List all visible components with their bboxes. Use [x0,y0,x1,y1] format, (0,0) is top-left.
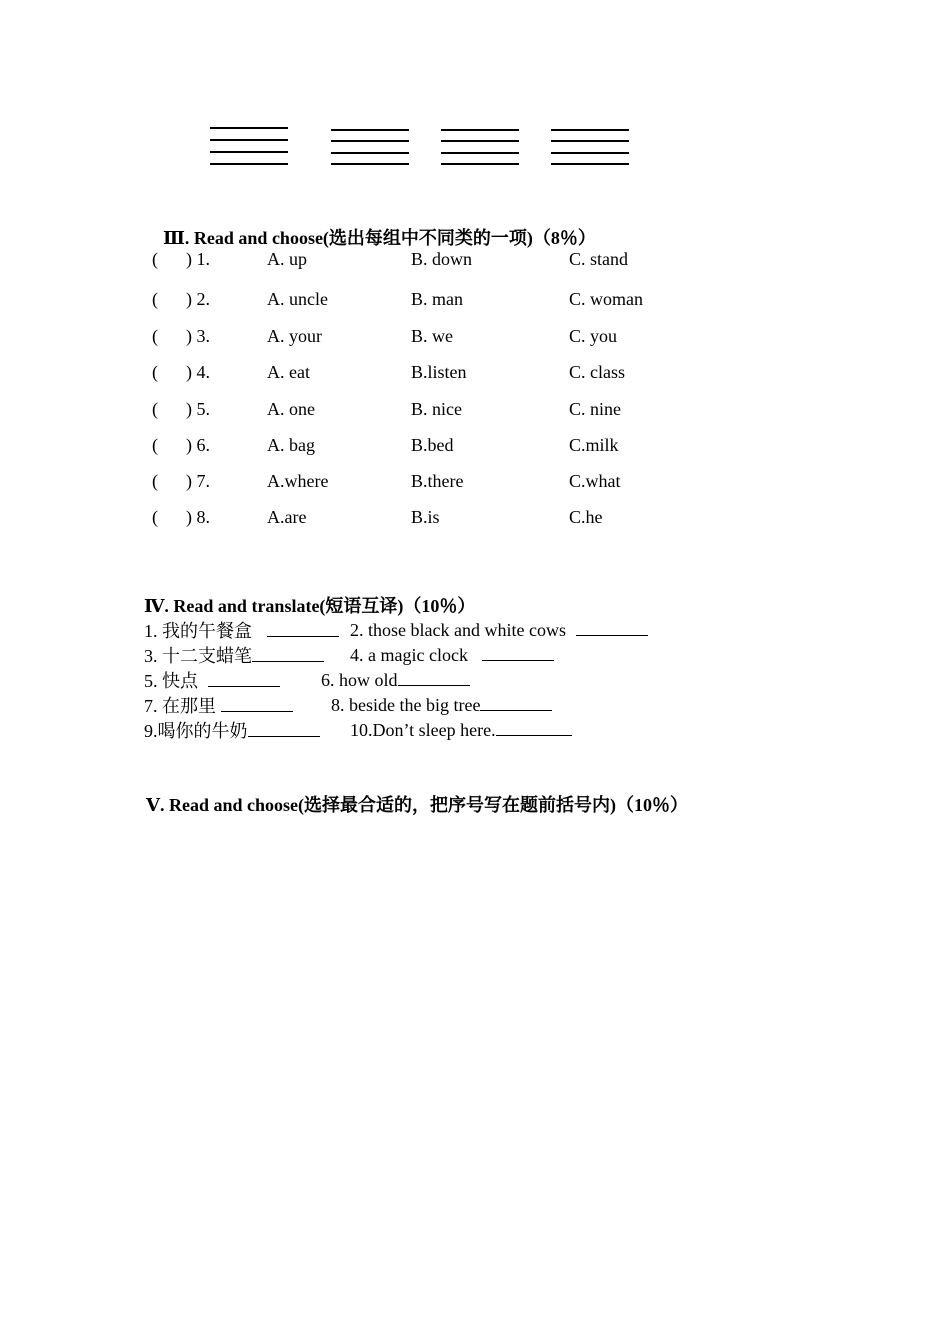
option-a: A. your [267,326,322,346]
translate-q7: 7. 在那里 [144,692,293,718]
option-a: A.are [267,507,307,527]
answer-blank[interactable] [267,618,339,637]
answer-blank[interactable] [496,717,572,736]
translate-q9: 9.喝你的牛奶 [144,717,320,743]
question-number: ) 7. [186,471,210,491]
answer-paren[interactable]: ( [152,471,158,491]
option-c: C.he [569,507,603,527]
answer-paren[interactable]: ( [152,399,158,419]
option-c: C. you [569,326,618,346]
section4-heading: Ⅳ. Read and translate(短语互译)（10％） [144,596,476,616]
answer-paren[interactable]: ( [152,289,158,309]
option-a: A. one [267,399,315,419]
answer-paren[interactable]: ( [152,507,158,527]
question-number: ) 4. [186,362,210,382]
section5-heading: Ⅴ. Read and choose(选择最合适的，把序号写在题前括号内)（10％） [146,795,688,815]
option-c: C.what [569,471,621,491]
answer-paren[interactable]: ( [152,435,158,455]
option-b: B. man [411,289,463,309]
translate-q10: 10.Don’t sleep here. [350,717,572,741]
option-c: C. class [569,362,625,382]
writing-lines-3 [441,127,519,167]
answer-blank[interactable] [398,667,470,686]
option-b: B. we [411,326,453,346]
answer-blank[interactable] [480,692,552,711]
option-b: B. down [411,249,473,269]
option-a: A. eat [267,362,310,382]
translate-q6: 6. how old [321,667,470,691]
translate-q8: 8. beside the big tree [331,692,552,716]
answer-blank[interactable] [248,718,320,737]
answer-blank[interactable] [208,668,280,687]
answer-paren[interactable]: ( [152,249,158,269]
question-number: ) 8. [186,507,210,527]
option-a: A. up [267,249,307,269]
question-number: ) 6. [186,435,210,455]
option-c: C. stand [569,249,629,269]
question-number: ) 5. [186,399,210,419]
option-c: C. woman [569,289,643,309]
answer-blank[interactable] [576,617,648,636]
writing-lines-4 [551,127,629,167]
option-a: A. bag [267,435,315,455]
translate-q1: 1. 我的午餐盒 [144,617,339,643]
writing-lines-2 [331,127,409,167]
option-c: C. nine [569,399,621,419]
answer-paren[interactable]: ( [152,362,158,382]
question-number: ) 2. [186,289,210,309]
option-b: B.bed [411,435,454,455]
answer-paren[interactable]: ( [152,326,158,346]
question-number: ) 3. [186,326,210,346]
answer-blank[interactable] [252,643,324,662]
translate-q3: 3. 十二支蜡笔 [144,642,324,668]
answer-blank[interactable] [482,642,554,661]
option-c: C.milk [569,435,619,455]
option-b: B. nice [411,399,462,419]
translate-q4: 4. a magic clock [350,642,554,666]
option-b: B.there [411,471,464,491]
option-a: A.where [267,471,329,491]
translate-q5: 5. 快点 [144,667,280,693]
translate-q2: 2. those black and white cows [350,617,648,641]
answer-blank[interactable] [221,693,293,712]
question-number: ) 1. [186,249,210,269]
section3-heading: Ⅲ. Read and choose(选出每组中不同类的一项)（8％） [163,228,596,248]
option-b: B.listen [411,362,467,382]
option-b: B.is [411,507,440,527]
writing-lines-1 [210,127,288,167]
option-a: A. uncle [267,289,328,309]
